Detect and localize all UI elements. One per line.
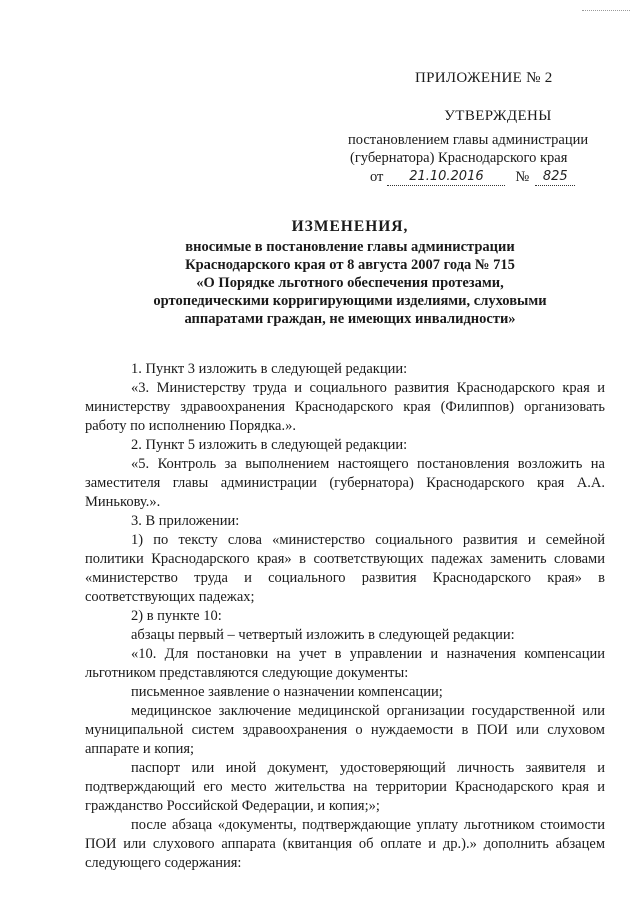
body-paragraph: медицинское заключение медицинской организации государственной или муниципальной систем здравоохранения о нуждаемости в ПОИ или слуховом аппарате и копия;	[85, 703, 605, 757]
heading-line: вносимые в постановление главы администрации	[185, 239, 515, 255]
date-prefix: от	[370, 169, 384, 185]
body-paragraph: 1. Пункт 3 изложить в следующей редакции:	[131, 361, 408, 377]
approval-date-row	[370, 169, 630, 186]
heading-line: «О Порядке льготного обеспечения протезами,	[196, 275, 504, 291]
body-paragraph: «3. Министерству труда и социального развития Краснодарского края и министерству здравоохранения Краснодарского края (Филиппов) организовать работу по исполнению Порядка.».	[85, 380, 605, 434]
heading-title: ИЗМЕНЕНИЯ,	[291, 218, 409, 235]
appendix-label: ПРИЛОЖЕНИЕ № 2	[415, 70, 553, 86]
body-paragraph: паспорт или иной документ, удостоверяющий личность заявителя и подтверждающий его место жительства на территории Краснодарского края и гражданство Российской Федерации, и копия;»;	[85, 760, 605, 814]
body-paragraph: 2) в пункте 10:	[131, 608, 222, 624]
body-paragraph: 2. Пункт 5 изложить в следующей редакции:	[131, 437, 408, 453]
approved-line-2: (губернатора) Краснодарского края	[350, 150, 568, 166]
heading-line: аппаратами граждан, не имеющих инвалидности»	[184, 311, 516, 327]
approved-title: УТВЕРЖДЕНЫ	[444, 108, 552, 124]
approved-line-1: постановлением главы администрации	[348, 132, 589, 148]
body-paragraph: 3. В приложении:	[131, 513, 240, 529]
approval-block	[340, 108, 630, 186]
handwritten-date: 21.10.2016	[387, 169, 505, 186]
body-paragraph: абзацы первый – четвертый изложить в следующей редакции:	[131, 627, 515, 643]
number-label: №	[515, 169, 530, 185]
body-paragraph: после абзаца «документы, подтверждающие уплату льготником стоимости ПОИ или слухового аппарата (квитанция об оплате и др.).» дополнить абзацем следующего содержания:	[85, 817, 605, 871]
heading-line: Краснодарского края от 8 августа 2007 года № 715	[185, 257, 515, 273]
scan-corner-mark	[582, 0, 630, 11]
body-paragraph: письменное заявление о назначении компенсации;	[131, 684, 443, 700]
body-paragraph: 1) по тексту слова «министерство социального развития и семейной политики Краснодарского края» в соответствующих падежах заменить словами «министерство труда и социального развития Краснодарского края» в соответствующих падежах;	[85, 532, 605, 605]
body-paragraph: «5. Контроль за выполнением настоящего постановления возложить на заместителя главы администрации (губернатора) Краснодарского края А.А. Минькову.».	[85, 456, 605, 510]
handwritten-number: 825	[535, 169, 575, 186]
body-paragraph: «10. Для постановки на учет в управлении и назначения компенсации льготником представляются следующие документы:	[85, 646, 605, 681]
heading-line: ортопедическими корригирующими изделиями, слуховыми	[153, 293, 547, 309]
document-heading	[110, 218, 590, 328]
document-body	[85, 360, 605, 873]
